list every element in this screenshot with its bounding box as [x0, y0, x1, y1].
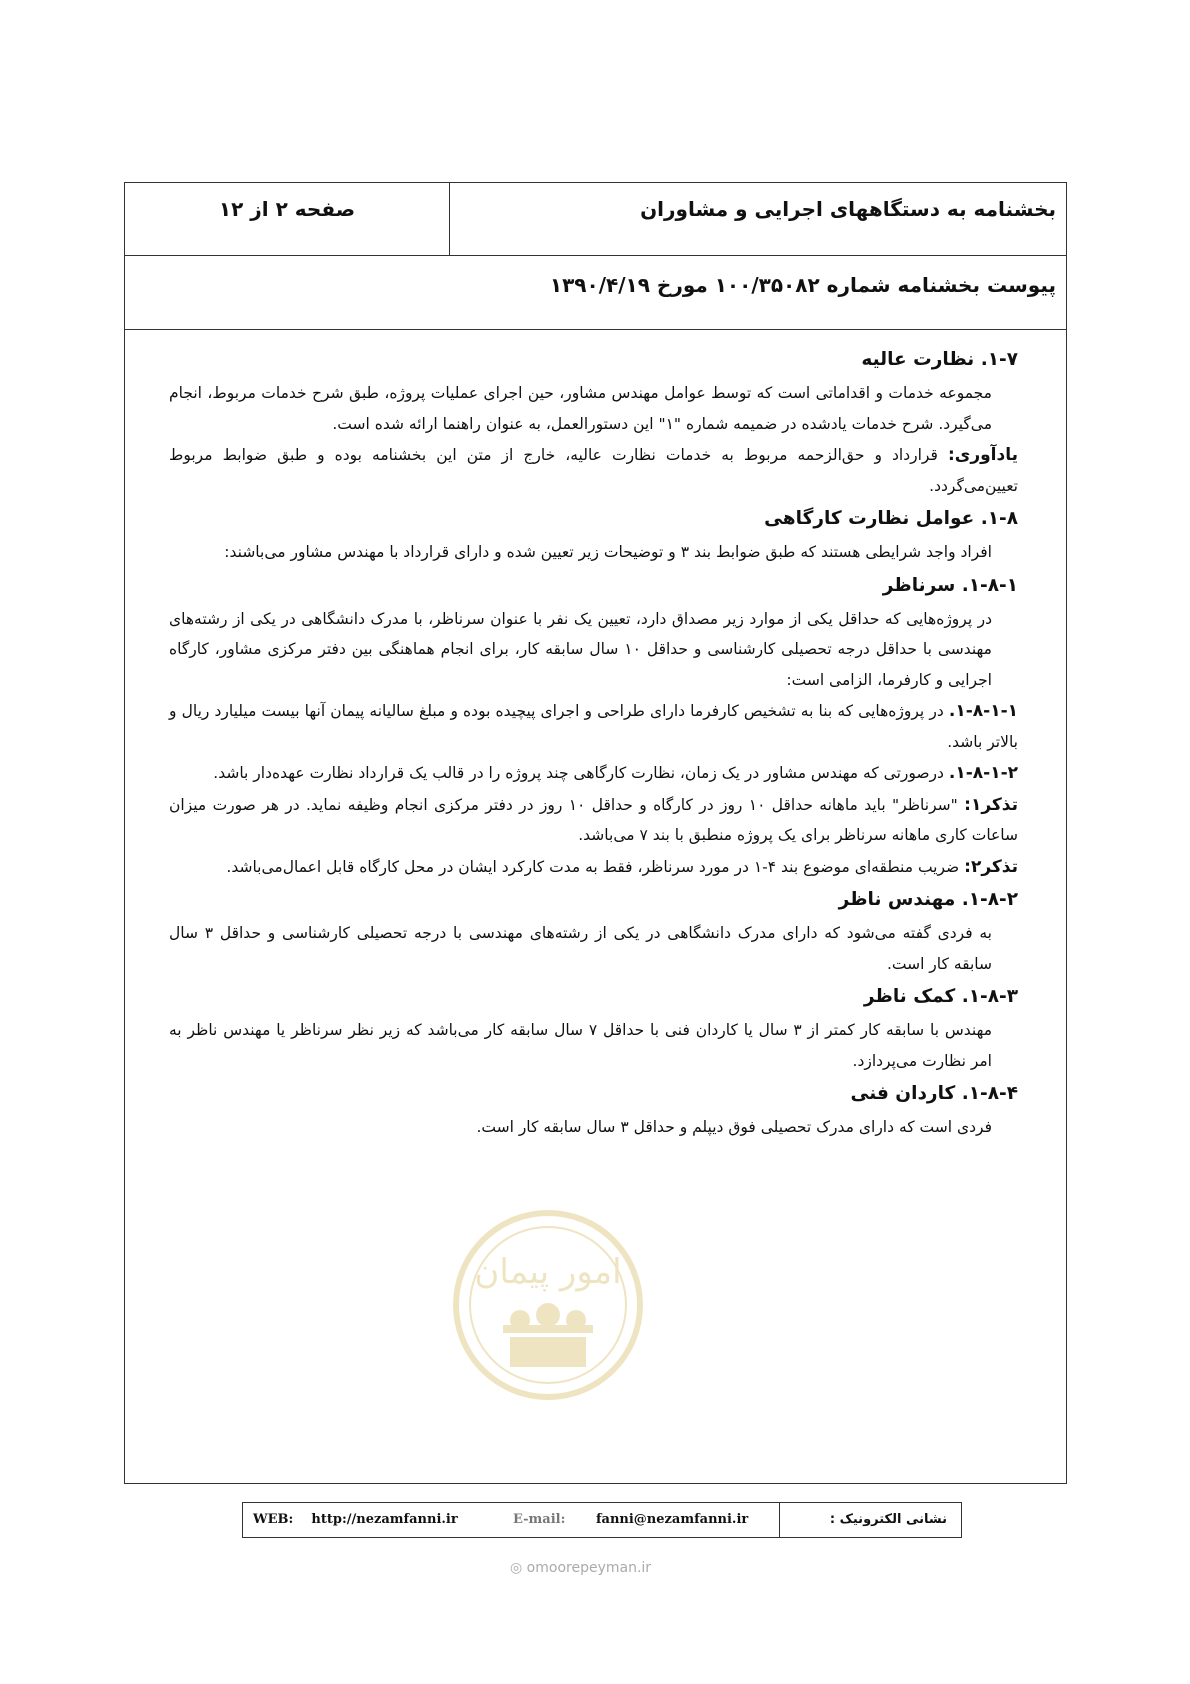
clause-text: در پروژه‌هایی که بنا به تشخیص کارفرما دارای طراحی و اجرای پیچیده بوده و مبلغ سالیانه پیمان آنها بیست میلیارد ریال و بالاتر باشد.: [169, 702, 1018, 751]
clause-paragraph: [169, 696, 1018, 757]
section-heading: ۱-۸-۳. کمک ناظر: [863, 986, 1018, 1007]
header-row: [125, 183, 1066, 256]
credit-icon: ◎: [510, 1560, 523, 1576]
footer-divider: [779, 1503, 780, 1537]
clause-number: ۱-۸-۱-۲.: [948, 763, 1018, 783]
email-label: E-mail:: [513, 1512, 566, 1527]
clause-paragraph: [169, 758, 1018, 789]
document-body: [169, 343, 1018, 1144]
paragraph: به فردی گفته می‌شود که دارای مدرک دانشگاهی در یکی از رشته‌های مهندسی با درجه تحصیلی کارشناسی و حداقل ۳ سال سابقه کار است.: [169, 924, 992, 973]
section-heading: ۱-۸-۴. کاردان فنی: [850, 1083, 1018, 1104]
paragraph: افراد واجد شرایطی هستند که طبق ضوابط بند ۳ و توضیحات زیر تعیین شده و دارای قرارداد با مهندس مشاور می‌باشند:: [224, 543, 992, 561]
footer-label: نشانی الکترونیک :: [829, 1512, 947, 1527]
circular-title: بخشنامه به دستگاههای اجرایی و مشاوران: [640, 197, 1056, 221]
header-divider: [449, 183, 450, 255]
reminder-text: قرارداد و حق‌الزحمه مربوط به خدمات نظارت عالیه، خارج از متن این بخشنامه بوده و طبق ضوابط مربوط تعیین‌می‌گردد.: [169, 446, 1018, 495]
footer-contact-box: [242, 1502, 962, 1538]
paragraph: مجموعه خدمات و اقداماتی است که توسط عوامل مهندس مشاور، حین اجرای عملیات پروژه، طبق شرح خدمات مربوط، انجام می‌گیرد. شرح خدمات یادشده در ضمیمه شماره "۱" این دستورالعمل، به عنوان راهنما ارائه شده است.: [169, 384, 992, 433]
page-number: صفحه ۲ از ۱۲: [218, 197, 356, 221]
email-link[interactable]: fanni@nezamfanni.ir: [595, 1512, 749, 1527]
credit-text: omoorepeyman.ir: [526, 1560, 652, 1576]
web-link[interactable]: http://nezamfanni.ir: [311, 1512, 458, 1527]
source-credit: [510, 1560, 651, 1576]
paragraph: فردی است که دارای مدرک تحصیلی فوق دیپلم و حداقل ۳ سال سابقه کار است.: [476, 1118, 992, 1136]
attachment-reference: پیوست بخشنامه شماره ۱۰۰/۳۵۰۸۲ مورخ ۱۳۹۰/۴/۱۹: [549, 273, 1056, 297]
footer-email: [513, 1512, 748, 1527]
remark-label: تذکر۲:: [964, 856, 1018, 877]
footer-web: [253, 1512, 458, 1527]
reminder-label: یادآوری:: [947, 445, 1018, 465]
remark-paragraph: [169, 790, 1018, 851]
document-frame: [124, 182, 1067, 1484]
remark-paragraph: [169, 852, 1018, 883]
section-heading: ۱-۸. عوامل نظارت کارگاهی: [764, 508, 1018, 529]
section-heading: ۱-۸-۲. مهندس ناظر: [838, 889, 1018, 910]
clause-text: درصورتی که مهندس مشاور در یک زمان، نظارت کارگاهی چند پروژه را در قالب یک قرارداد نظارت عهده‌دار باشد.: [213, 764, 949, 782]
clause-number: ۱-۸-۱-۱.: [948, 701, 1018, 721]
section-heading: ۱-۷. نظارت عالیه: [861, 349, 1018, 370]
remark-text: ضریب منطقه‌ای موضوع بند ۴-۱ در مورد سرناظر، فقط به مدت کارکرد ایشان در محل کارگاه قابل اعمال‌می‌باشد.: [226, 857, 965, 876]
web-label: WEB:: [253, 1512, 294, 1527]
remark-text: "سرناظر" باید ماهانه حداقل ۱۰ روز در کارگاه و حداقل ۱۰ روز در دفتر مرکزی انجام وظیفه نماید. در هر صورت میزان ساعات کاری ماهانه سرناظر برای یک پروژه منطبق با بند ۷ می‌باشد.: [169, 795, 1018, 844]
watermark-text: امور پیمان: [474, 1252, 622, 1292]
reminder-paragraph: [169, 440, 1018, 501]
header-subtitle-row: [125, 255, 1066, 330]
section-heading: ۱-۸-۱. سرناظر: [882, 574, 1018, 596]
paragraph: مهندس با سابقه کار کمتر از ۳ سال یا کاردان فنی با حداقل ۷ سال سابقه کار می‌باشد که زیر نظر سرناظر یا مهندس ناظر به امر نظارت می‌پردازد.: [169, 1021, 993, 1070]
paragraph: در پروژه‌هایی که حداقل یکی از موارد زیر مصداق دارد، تعیین یک نفر با عنوان سرناظر، با مدرک دانشگاهی در یکی از رشته‌های مهندسی با حداقل درجه تحصیلی کارشناسی و حداقل ۱۰ سال سابقه کار، برای انجام هماهنگی بین دفتر مرکزی مشاور، کارگاه اجرایی و کارفرما، الزامی است:: [169, 609, 992, 689]
remark-label: تذکر۱:: [964, 794, 1018, 815]
